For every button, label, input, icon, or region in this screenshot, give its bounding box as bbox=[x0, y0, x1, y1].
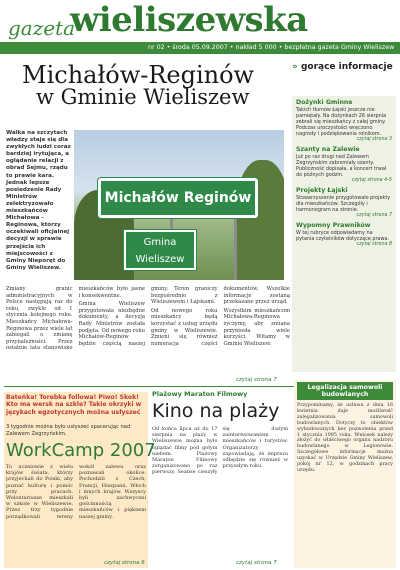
headline-line-2: w Gminie Wieliszew bbox=[36, 85, 250, 109]
sidebar-item-more[interactable]: czytaj strona 4-5 bbox=[351, 178, 392, 183]
sidebar-item-title[interactable]: Projekty Łąjski bbox=[296, 187, 348, 194]
article-more-link[interactable]: czytaj strona 7 bbox=[236, 377, 277, 383]
sidebar-item-text: W tej rubryce odpowiadamy na pytania czytelników dotyczące prawa. bbox=[296, 230, 390, 242]
main-headline bbox=[22, 61, 282, 109]
sign-post bbox=[234, 218, 237, 280]
legalization-title: Legalizacja samowoli budowlanych bbox=[297, 382, 393, 400]
article-paragraph: Od nowego roku mieszkańcy będą korzystać z usług urzędu gminy w Wieliszewie. Zmieni się również numeracja części dokumentów. Wszelkie informacje zostaną przekazane przez urząd. bbox=[151, 286, 290, 347]
workcamp-subtitle: 3 tygodnie można było usłyszeć spacerując nad Zalewem Zegrzyńskim. bbox=[6, 424, 131, 437]
sidebar-item-title[interactable]: Szanty na Zalewie bbox=[296, 146, 360, 153]
workcamp-title: WorkCamp 2007 bbox=[6, 440, 156, 461]
legalization-text: Przypominamy, że ustawa z dnia 16 kwietnia daje możliwość zalegalizowania samowoli budowlanych. Dotyczy to obiektów wybudowanych bez pozwolenia przed 1 stycznia 1995 roku. Wniosek należy złożyć do właściwego organu nadzoru budowlanego w Legionowie. Szczegółowe informacje można uzyskać w Urzędzie Gminy Wieliszew, pokój nr 12, w godzinach pracy urzędu. bbox=[297, 403, 393, 473]
sidebar-title: gorące informacje bbox=[300, 62, 393, 72]
town-sign-photo bbox=[74, 130, 284, 280]
kino-body: Od końca lipca aż do 17 sierpnia na plaży w Wieliszewie można było oglądać filmy pod gołym niebem. Plażowy Maraton Filmowy zorganizowano po raz pierwszy. Seanse cieszyły się dużym zainteresowaniem mieszkańców i turystów. Organizatorzy zapowiadają, że impreza odbędzie się również w przyszłym roku. bbox=[152, 426, 288, 476]
sidebar-item-more[interactable]: czytaj strona 7 bbox=[356, 213, 392, 218]
sidebar-item-more[interactable]: czytaj strona 3 bbox=[356, 137, 392, 142]
municipality-sign bbox=[124, 230, 196, 270]
municipality-sign-line-2: Wieliszew bbox=[135, 254, 185, 265]
sidebar-heading bbox=[292, 62, 396, 72]
kino-title: Kino na plaży bbox=[152, 400, 280, 422]
legalization-notice bbox=[294, 380, 396, 568]
article-paragraph: Wszystkim mieszkańcom Michałowa-Reginowa życzymy, aby zmiana przyniosła wiele korzyści. Witamy w Gminie Wieliszew. bbox=[223, 307, 290, 347]
article-paragraph: Zmiany granic administracyjnych w Polsce następują raz do roku, zwykle od 1 stycznia kolejnego roku. Mieszkańcy Michałowa-Reginowa przez wiele lat zabiegali o zmianę przynależności. Przez ostatnie lata stanowisko mieszkańców było jasne i konsekwentne. bbox=[6, 286, 145, 352]
masthead-prefix: gazeta bbox=[8, 16, 76, 40]
masthead-info-bar: nr 02 • środa 05.09.2007 • nakład 5 000 • bezpłatna gazeta Gminy Wieliszew bbox=[0, 42, 400, 54]
sidebar-item-title[interactable]: Dożynki Gminne bbox=[296, 99, 353, 106]
sidebar-item bbox=[296, 146, 392, 183]
headline-line-1: Michałów-Reginów bbox=[22, 61, 255, 89]
masthead bbox=[0, 0, 400, 58]
article-paragraph: Gmina Wieliszew przygotowała niezbędne dokumenty, a decyzja Rady Ministrów została podjęta. Od nowego roku Michałów-Reginów będzie częścią naszej gminy. Teren graniczy bezpośrednio z Wieliszewem i Łajskami. bbox=[78, 286, 218, 347]
workcamp-teaser: Bateńka! Torebka followa! Piwo! Skok! Kto ma wersk na szkle? Takie okrzyki w językach egzotycznych można usłyszeć bbox=[6, 394, 142, 416]
kino-section-label: Plażowy Maraton Filmowy bbox=[152, 390, 248, 398]
sidebar-item bbox=[296, 222, 392, 247]
sidebar-item-text: Już po raz drugi nad Zalewem Zegrzyńskim zabrzmiały szanty. Publiczność dopisała, a koncert trwał do późnych godzin. bbox=[296, 154, 387, 178]
town-name-sign: Michałów Reginów bbox=[98, 178, 258, 218]
article-body bbox=[6, 286, 290, 386]
lead-paragraph: Walka na szczytach władzy staje się dla zwykłych ludzi coraz bardziej irytująca, a oglądanie relacji z obrad Sejmu, rządu to prawie kara. Jednak lepsze posiedzenie Rady Ministrów zelektryzowało mieszkańców Michałowa - Reginowa, którzy oczekiwali oficjalnej decyzji w sprawie przejścia ich miejscowości z Gminy Nieporęt do Gminy Wieliszew. bbox=[6, 130, 71, 271]
workcamp-body: To uczniowie z wielu krajów świata, którzy przyjechali do Polski, aby poznać kulturę i pomóc przy pracach. Wolontariusze mieszkali w szkole w Wieliszewie. Przez trzy tygodnie porządkowali tereny wokół zalewu oraz poznawali okolice. Pochodzili z Czech, Francji, Hiszpanii, Włoch i innych krajów. Wszyscy byli zachwyceni gościnnością mieszkańców i pięknem naszej gminy. bbox=[6, 464, 146, 520]
sidebar-item bbox=[296, 187, 392, 218]
municipality-sign-line-1: Gmina bbox=[143, 237, 177, 248]
arrow-icon: » bbox=[292, 62, 301, 72]
sidebar-news bbox=[292, 96, 396, 372]
sidebar-item-more[interactable]: czytaj strona 8 bbox=[356, 242, 392, 247]
masthead-title: wieliszewska bbox=[70, 0, 308, 40]
sidebar-item bbox=[296, 99, 392, 142]
sidebar-item-text: Takich tłumów Łajski jeszcze nie pamiętały. Na dożynkach 26 sierpnia zebrali się mieszkańcy z całej gminy. Podczas uroczystości wręczono nagrody i podziękowania rolnikom. bbox=[296, 107, 387, 137]
sidebar-item-text: Stowarzyszenie przygotowało projekty dla mieszkańców. Szczegóły i harmonogram na stronie. bbox=[296, 195, 391, 213]
kino-more-link[interactable]: czytaj strona 7 bbox=[236, 560, 277, 566]
workcamp-more-link[interactable]: czytaj strona 6 bbox=[104, 560, 145, 566]
sidebar-item-title[interactable]: Wypomny Prawników bbox=[296, 222, 371, 229]
